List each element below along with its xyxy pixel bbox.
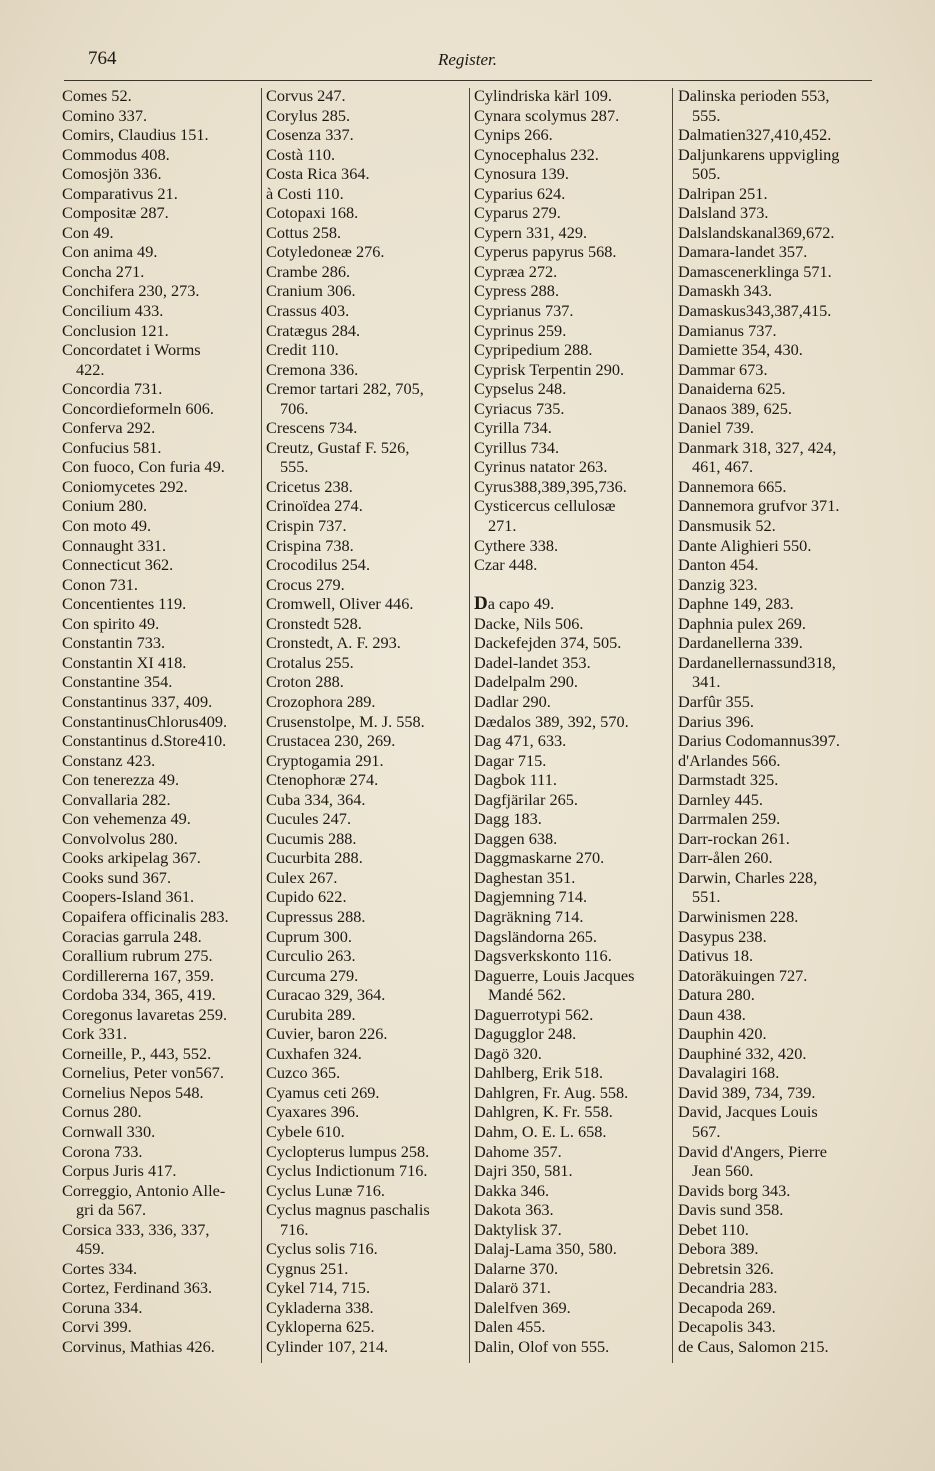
index-entry: 555.	[692, 105, 721, 125]
index-entry: Crispin 737.	[266, 516, 347, 536]
index-entry: Dackefejden 374, 505.	[474, 633, 622, 653]
header-rule	[64, 80, 872, 81]
index-entry: 422.	[76, 359, 105, 379]
index-column-4	[678, 86, 874, 1366]
index-entry: Decandria 283.	[678, 1278, 778, 1298]
index-entry: Convallaria 282.	[62, 789, 171, 809]
index-entry: Cremor tartari 282, 705,	[266, 379, 424, 399]
index-entry: Constantine 354.	[62, 672, 173, 692]
index-entry: à Costi 110.	[266, 183, 344, 203]
index-entry: Cyaxares 396.	[266, 1102, 360, 1122]
index-entry: Dannemora 665.	[678, 476, 787, 496]
index-entry: Cupressus 288.	[266, 906, 366, 926]
index-entry: Darfûr 355.	[678, 691, 754, 711]
index-column-2	[266, 86, 466, 1366]
index-entry: Cronstedt 528.	[266, 613, 362, 633]
index-entry: Costa Rica 364.	[266, 164, 370, 184]
index-entry: Constantinus d.Store410.	[62, 731, 227, 751]
index-entry: Decapoda 269.	[678, 1297, 776, 1317]
index-entry: Darwinismen 228.	[678, 906, 799, 926]
index-entry: Cynips 266.	[474, 125, 553, 145]
index-entry: Cooks sund 367.	[62, 867, 172, 887]
index-entry: Darmstadt 325.	[678, 770, 779, 790]
index-entry: Ctenophoræ 274.	[266, 770, 379, 790]
index-entry: Corpus Juris 417.	[62, 1161, 177, 1181]
index-entry: Dalaj-Lama 350, 580.	[474, 1239, 617, 1259]
index-entry: Dalen 455.	[474, 1317, 546, 1337]
index-entry: Cypræa 272.	[474, 261, 558, 281]
index-entry: Cyclus solis 716.	[266, 1239, 378, 1259]
index-entry: Comino 337.	[62, 105, 148, 125]
index-entry: Correggio, Antonio Alle-	[62, 1180, 226, 1200]
index-entry: Cuprum 300.	[266, 926, 352, 946]
index-entry: Darwin, Charles 228,	[678, 867, 818, 887]
index-entry: Dagugglor 248.	[474, 1024, 577, 1044]
index-entry: Constantin 733.	[62, 633, 166, 653]
index-entry: Connecticut 362.	[62, 555, 174, 575]
index-entry: Con anima 49.	[62, 242, 158, 262]
index-entry: Crozophora 289.	[266, 691, 376, 711]
index-entry: Coopers-Island 361.	[62, 887, 195, 907]
index-entry: Concordia 731.	[62, 379, 163, 399]
index-entry: Cotyledoneæ 276.	[266, 242, 385, 262]
index-entry: Connaught 331.	[62, 535, 167, 555]
index-entry: Cypress 288.	[474, 281, 560, 301]
index-entry: Dacke, Nils 506.	[474, 613, 584, 633]
index-entry: Cosenza 337.	[266, 125, 354, 145]
index-entry: Dammar 673.	[678, 359, 768, 379]
index-entry: Cylindriska kärl 109.	[474, 86, 612, 105]
index-entry: Cuba 334, 364.	[266, 789, 366, 809]
index-entry: Dakota 363.	[474, 1200, 554, 1220]
index-entry: Cordillererna 167, 359.	[62, 965, 214, 985]
index-entry: Cornus 280.	[62, 1102, 142, 1122]
index-entry: Damara-landet 357.	[678, 242, 808, 262]
index-entry: Dalelfven 369.	[474, 1297, 571, 1317]
index-entry: Cypripedium 288.	[474, 340, 593, 360]
index-entry: Dakka 346.	[474, 1180, 550, 1200]
index-entry: Dag 471, 633.	[474, 731, 567, 751]
index-entry: Darius 396.	[678, 711, 754, 731]
index-entry: Crocus 279.	[266, 574, 345, 594]
index-entry: Cyperus papyrus 568.	[474, 242, 617, 262]
index-entry: Corona 733.	[62, 1141, 143, 1161]
column-divider	[469, 88, 470, 1363]
index-entry: Cyclus magnus paschalis	[266, 1200, 430, 1220]
index-entry: Crusenstolpe, M. J. 558.	[266, 711, 425, 731]
index-entry: Coruna 334.	[62, 1297, 143, 1317]
index-entry: Con moto 49.	[62, 516, 152, 536]
index-entry: Dagräkning 714.	[474, 906, 584, 926]
index-entry: Debretsin 326.	[678, 1258, 774, 1278]
index-entry: Cyrillus 734.	[474, 437, 560, 457]
index-entry: Dardanellernassund318,	[678, 652, 836, 672]
index-entry: Credit 110.	[266, 340, 339, 360]
index-entry: Datoräkuingen 727.	[678, 965, 808, 985]
index-entry: Dalinska perioden 553,	[678, 86, 830, 105]
index-entry: Daljunkarens uppvigling	[678, 144, 840, 164]
index-entry: Corvus 247.	[266, 86, 346, 105]
index-entry: Cyamus ceti 269.	[266, 1082, 380, 1102]
index-entry: Constanz 423.	[62, 750, 156, 770]
index-entry: Dagö 320.	[474, 1043, 542, 1063]
index-entry: Corvinus, Mathias 426.	[62, 1337, 215, 1356]
index-column-3	[474, 86, 670, 1366]
index-entry: 505.	[692, 164, 721, 184]
index-entry: Dansmusik 52.	[678, 516, 776, 536]
index-entry: Cykel 714, 715.	[266, 1278, 371, 1298]
index-entry: Compositæ 287.	[62, 203, 169, 223]
index-entry: Crassus 403.	[266, 301, 350, 321]
index-entry: Cupido 622.	[266, 887, 347, 907]
index-entry: Cornwall 330.	[62, 1121, 156, 1141]
index-entry: Danaos 389, 625.	[678, 398, 792, 418]
index-entry: Davalagiri 168.	[678, 1063, 780, 1083]
index-entry: Cygnus 251.	[266, 1258, 349, 1278]
index-entry: Corylus 285.	[266, 105, 351, 125]
index-entry: 567.	[692, 1121, 721, 1141]
index-entry: Mandé 562.	[488, 985, 566, 1005]
index-entry: Decapolis 343.	[678, 1317, 776, 1337]
index-entry: Cuxhafen 324.	[266, 1043, 362, 1063]
index-entry: gri da 567.	[76, 1200, 147, 1220]
index-entry: Conferva 292.	[62, 418, 156, 438]
index-entry: Cyclus Indictionum 716.	[266, 1161, 428, 1181]
index-entry: Dagsverkskonto 116.	[474, 946, 612, 966]
index-entry: Convolvolus 280.	[62, 828, 178, 848]
index-entry: Coregonus lavaretas 259.	[62, 1004, 228, 1024]
index-entry: Cynocephalus 232.	[474, 144, 599, 164]
index-entry: Cornelius Nepos 548.	[62, 1082, 204, 1102]
index-entry: 716.	[280, 1219, 309, 1239]
index-entry: Daghestan 351.	[474, 867, 576, 887]
index-entry: Damaskh 343.	[678, 281, 773, 301]
index-entry: Corvi 399.	[62, 1317, 132, 1337]
index-entry: Dativus 18.	[678, 946, 754, 966]
index-entry: Cucules 247.	[266, 809, 352, 829]
index-entry: Datura 280.	[678, 985, 755, 1005]
index-entry: Copaifera officinalis 283.	[62, 906, 229, 926]
index-entry: Cynara scolymus 287.	[474, 105, 620, 125]
index-entry: Cortes 334.	[62, 1258, 138, 1278]
index-entry: Damiette 354, 430.	[678, 340, 803, 360]
index-entry	[474, 575, 670, 595]
index-entry: Danaiderna 625.	[678, 379, 786, 399]
index-entry: Davis sund 358.	[678, 1200, 784, 1220]
index-entry: Concha 271.	[62, 261, 145, 281]
index-entry: Con fuoco, Con furia 49.	[62, 457, 225, 477]
column-divider	[261, 88, 262, 1363]
index-entry: Coniomycetes 292.	[62, 476, 188, 496]
index-entry: Darr-rockan 261.	[678, 828, 790, 848]
index-entry: Cyprisk Terpentin 290.	[474, 359, 625, 379]
index-entry: 706.	[280, 398, 309, 418]
index-entry: Cratægus 284.	[266, 320, 361, 340]
index-entry: Cornelius, Peter von567.	[62, 1063, 224, 1083]
index-entry: Cricetus 238.	[266, 476, 353, 496]
index-entry: Jean 560.	[692, 1161, 754, 1181]
index-entry: Cypern 331, 429.	[474, 222, 588, 242]
index-entry: Cyrilla 734.	[474, 418, 552, 438]
index-entry: Cykladerna 338.	[266, 1297, 374, 1317]
index-entry: Coracias garrula 248.	[62, 926, 202, 946]
index-entry: Crispina 738.	[266, 535, 354, 555]
index-entry: Cyriacus 735.	[474, 398, 565, 418]
index-entry: Dalsland 373.	[678, 203, 769, 223]
index-entry: Con spirito 49.	[62, 613, 160, 633]
index-entry: Da capo 49.	[474, 593, 555, 615]
index-entry: Cronstedt, A. F. 293.	[266, 633, 401, 653]
page-number: 764	[88, 48, 117, 69]
index-entry: Dalslandskanal369,672.	[678, 222, 835, 242]
index-entry: Darius Codomannus397.	[678, 731, 840, 751]
index-entry: Cyrus388,389,395,736.	[474, 476, 627, 496]
index-entry: 551.	[692, 887, 721, 907]
index-entry: Conclusion 121.	[62, 320, 169, 340]
index-entry: Dalmatien327,410,452.	[678, 125, 832, 145]
index-entry: Comes 52.	[62, 86, 132, 105]
index-entry: Crambe 286.	[266, 261, 351, 281]
index-entry: Corallium rubrum 275.	[62, 946, 213, 966]
index-entry: Cortez, Ferdinand 363.	[62, 1278, 213, 1298]
index-entry: Crinoïdea 274.	[266, 496, 363, 516]
index-entry: Cucurbita 288.	[266, 848, 363, 868]
index-entry: Cyprinus 259.	[474, 320, 567, 340]
index-entry: David, Jacques Louis	[678, 1102, 818, 1122]
index-entry: Culex 267.	[266, 867, 338, 887]
index-entry: Darnley 445.	[678, 789, 763, 809]
index-entry: Dalarne 370.	[474, 1258, 559, 1278]
index-column-1	[62, 86, 258, 1366]
index-entry: Daniel 739.	[678, 418, 754, 438]
index-entry: Debet 110.	[678, 1219, 749, 1239]
index-entry: Conchifera 230, 273.	[62, 281, 200, 301]
index-entry: Crustacea 230, 269.	[266, 731, 396, 751]
index-entry: Damaskus343,387,415.	[678, 301, 832, 321]
running-title: Register.	[438, 50, 498, 69]
index-entry: Dauphiné 332, 420.	[678, 1043, 807, 1063]
index-entry: Cottus 258.	[266, 222, 342, 242]
index-entry: Daguerrotypi 562.	[474, 1004, 594, 1024]
index-entry: Dagar 715.	[474, 750, 547, 770]
index-entry: Darr-ålen 260.	[678, 848, 773, 868]
index-entry: Daphnia pulex 269.	[678, 613, 806, 633]
index-entry: Damianus 737.	[678, 320, 777, 340]
index-entry: Dajri 350, 581.	[474, 1161, 573, 1181]
index-entry: Cyclus Lunæ 716.	[266, 1180, 385, 1200]
index-entry: Dalarö 371.	[474, 1278, 551, 1298]
index-entry: Confucius 581.	[62, 437, 162, 457]
index-entry: Cysticercus cellulosæ	[474, 496, 616, 516]
index-entry: Daggen 638.	[474, 828, 558, 848]
index-entry: Daggmaskarne 270.	[474, 848, 605, 868]
index-entry: Cranium 306.	[266, 281, 356, 301]
index-entry: Comirs, Claudius 151.	[62, 125, 209, 145]
index-entry: Cynosura 139.	[474, 164, 569, 184]
index-entry: Daphne 149, 283.	[678, 594, 794, 614]
index-entry: Crotalus 255.	[266, 652, 354, 672]
index-entry: Daktylisk 37.	[474, 1219, 562, 1239]
index-entry: Cordoba 334, 365, 419.	[62, 985, 216, 1005]
index-entry: Dædalos 389, 392, 570.	[474, 711, 629, 731]
index-entry: Davids borg 343.	[678, 1180, 791, 1200]
index-entry: Dauphin 420.	[678, 1024, 767, 1044]
index-entry: ConstantinusChlorus409.	[62, 711, 228, 731]
index-entry: Daguerre, Louis Jacques	[474, 965, 635, 985]
index-entry: Cryptogamia 291.	[266, 750, 384, 770]
index-entry: Con vehemenza 49.	[62, 809, 191, 829]
index-entry: Conium 280.	[62, 496, 148, 516]
index-entry: 461, 467.	[692, 457, 754, 477]
index-entry: Dahlgren, Fr. Aug. 558.	[474, 1082, 629, 1102]
index-entry: Dahm, O. E. L. 658.	[474, 1121, 607, 1141]
index-entry: Cucumis 288.	[266, 828, 357, 848]
index-entry: Danzig 323.	[678, 574, 758, 594]
index-entry: Cypselus 248.	[474, 379, 567, 399]
index-entry: Dahome 357.	[474, 1141, 562, 1161]
index-entry: Cyprianus 737.	[474, 301, 574, 321]
index-entry: Costà 110.	[266, 144, 336, 164]
index-entry: David 389, 734, 739.	[678, 1082, 816, 1102]
index-entry: Crocodilus 254.	[266, 555, 371, 575]
index-entry: Dannemora grufvor 371.	[678, 496, 840, 516]
index-entry: Dagg 183.	[474, 809, 542, 829]
index-entry: Debora 389.	[678, 1239, 759, 1259]
index-entry: Creutz, Gustaf F. 526,	[266, 437, 410, 457]
index-entry: Cybele 610.	[266, 1121, 345, 1141]
index-entry: Dante Alighieri 550.	[678, 535, 812, 555]
index-entry: Corneille, P., 443, 552.	[62, 1043, 212, 1063]
index-entry: Conon 731.	[62, 574, 138, 594]
index-entry: Cotopaxi 168.	[266, 203, 359, 223]
index-entry: 459.	[76, 1239, 105, 1259]
index-entry: Concentientes 119.	[62, 594, 187, 614]
index-entry: Cromwell, Oliver 446.	[266, 594, 414, 614]
index-entry: Curculio 263.	[266, 946, 356, 966]
index-entry: Cykloperna 625.	[266, 1317, 375, 1337]
index-entry: Cuvier, baron 226.	[266, 1024, 388, 1044]
index-entry: Cuzco 365.	[266, 1063, 341, 1083]
index-entry: Concilium 433.	[62, 301, 164, 321]
index-entry: de Caus, Salomon 215.	[678, 1337, 829, 1356]
index-entry: Dadlar 290.	[474, 691, 551, 711]
index-entry: Daun 438.	[678, 1004, 746, 1024]
index-entry: Con tenerezza 49.	[62, 770, 180, 790]
index-entry: Cythere 338.	[474, 535, 559, 555]
index-entry: Croton 288.	[266, 672, 344, 692]
index-entry: Cooks arkipelag 367.	[62, 848, 201, 868]
index-entry: Dardanellerna 339.	[678, 633, 803, 653]
index-entry: Curubita 289.	[266, 1004, 356, 1024]
index-entry: 341.	[692, 672, 721, 692]
index-entry: Comparativus 21.	[62, 183, 178, 203]
index-entry: Dadel-landet 353.	[474, 652, 591, 672]
index-entry: Dahlberg, Erik 518.	[474, 1063, 604, 1083]
index-entry: Danton 454.	[678, 555, 759, 575]
index-entry: Dagbok 111.	[474, 770, 557, 790]
index-entry: Darrmalen 259.	[678, 809, 781, 829]
index-entry: Dahlgren, K. Fr. 558.	[474, 1102, 613, 1122]
index-entry: Cyrinus natator 263.	[474, 457, 608, 477]
index-entry: David d'Angers, Pierre	[678, 1141, 827, 1161]
index-entry: Constantinus 337, 409.	[62, 691, 213, 711]
index-entry: Commodus 408.	[62, 144, 170, 164]
index-entry: 555.	[280, 457, 309, 477]
index-entry: Concordatet i Worms	[62, 340, 201, 360]
index-entry: 271.	[488, 516, 517, 536]
index-entry: Czar 448.	[474, 555, 538, 575]
index-entry: Curacao 329, 364.	[266, 985, 386, 1005]
index-entry: Danmark 318, 327, 424,	[678, 437, 837, 457]
index-entry: Corsica 333, 336, 337,	[62, 1219, 210, 1239]
index-entry: Dagfjärilar 265.	[474, 789, 578, 809]
index-entry: Curcuma 279.	[266, 965, 359, 985]
index-entry: Crescens 734.	[266, 418, 358, 438]
column-divider	[672, 88, 673, 1363]
index-entry: Con 49.	[62, 222, 114, 242]
index-entry: Concordieformeln 606.	[62, 398, 214, 418]
index-entry: Constantin XI 418.	[62, 652, 187, 672]
index-entry: Cyclopterus lumpus 258.	[266, 1141, 430, 1161]
index-entry: Cyparius 624.	[474, 183, 566, 203]
index-entry: Cyparus 279.	[474, 203, 561, 223]
index-entry: Cork 331.	[62, 1024, 128, 1044]
index-entry: Dasypus 238.	[678, 926, 767, 946]
index-entry: Dagsländorna 265.	[474, 926, 597, 946]
index-entry: Dalin, Olof von 555.	[474, 1337, 610, 1356]
index-entry: Damascenerklinga 571.	[678, 261, 832, 281]
index-entry: Dadelpalm 290.	[474, 672, 578, 692]
index-entry: Cremona 336.	[266, 359, 359, 379]
index-entry: Cylinder 107, 214.	[266, 1337, 389, 1356]
index-entry: Dalripan 251.	[678, 183, 768, 203]
index-entry: d'Arlandes 566.	[678, 750, 781, 770]
page-header	[88, 48, 870, 74]
index-entry: Comosjön 336.	[62, 164, 162, 184]
index-entry: Dagjemning 714.	[474, 887, 588, 907]
